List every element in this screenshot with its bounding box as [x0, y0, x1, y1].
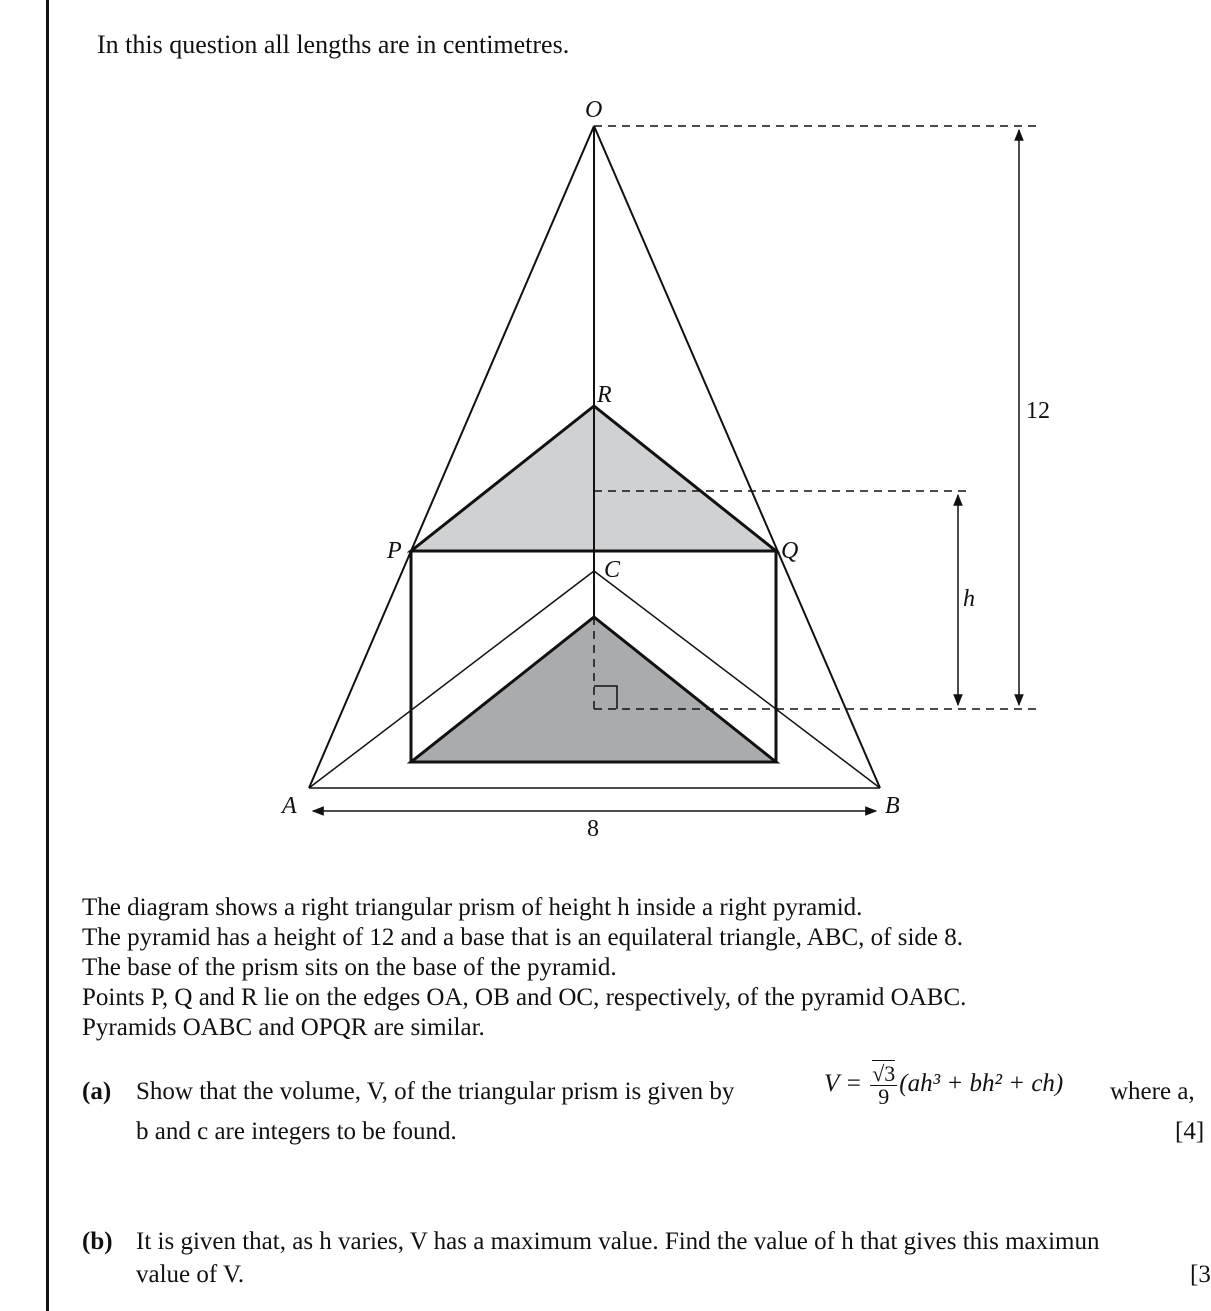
description-line: The pyramid has a height of 12 and a base that is an equilateral triangle, ABC, of side 8. [82, 924, 964, 951]
part-b-line1: It is given that, as h varies, V has a maximum value. Find the value of h that gives this maximun [136, 1228, 1100, 1255]
formula-denominator: 9 [878, 1084, 890, 1109]
label-C: C [604, 557, 621, 583]
dimension-h: h [963, 586, 975, 612]
label-O: O [585, 97, 603, 123]
part-a-label: (a) [82, 1078, 112, 1105]
description-line: Points P, Q and R lie on the edges OA, OB and OC, respectively, of the pyramid OABC. [82, 984, 967, 1011]
label-B: B [885, 793, 900, 819]
formula-numerator: √3 [872, 1061, 896, 1086]
label-R: R [597, 382, 612, 408]
part-b-line2: value of V. [136, 1261, 245, 1288]
part-b-marks: [3 [1190, 1261, 1211, 1288]
part-a-text-before: Show that the volume, V, of the triangular prism is given by [136, 1078, 735, 1105]
part-b-label: (b) [82, 1228, 113, 1255]
label-P: P [387, 538, 402, 564]
description-line: Pyramids OABC and OPQR are similar. [82, 1014, 485, 1041]
part-a-text-after: where a, [1110, 1078, 1195, 1105]
description-paragraph [82, 893, 966, 1043]
label-Q: Q [781, 538, 799, 564]
part-a-marks: [4] [1175, 1118, 1205, 1145]
description-line: The base of the prism sits on the base of the pyramid. [82, 954, 617, 981]
part-a-line1 [136, 1078, 734, 1106]
label-A: A [282, 793, 297, 819]
intro-text: In this question all lengths are in centimetres. [97, 30, 570, 59]
question-part-b [82, 1228, 1211, 1308]
formula-rhs: (ah³ + bh² + ch) [899, 1070, 1064, 1098]
dimension-12: 12 [1026, 398, 1050, 424]
description-line: The diagram shows a right triangular prism of height h inside a right pyramid. [82, 894, 863, 921]
part-a-formula [824, 1063, 1063, 1108]
part-a-line2: b and c are integers to be found. [136, 1118, 457, 1145]
formula-lhs: V = [824, 1070, 862, 1098]
dimension-8: 8 [587, 816, 599, 842]
formula-fraction [870, 1063, 897, 1108]
question-part-a [82, 1063, 1211, 1153]
